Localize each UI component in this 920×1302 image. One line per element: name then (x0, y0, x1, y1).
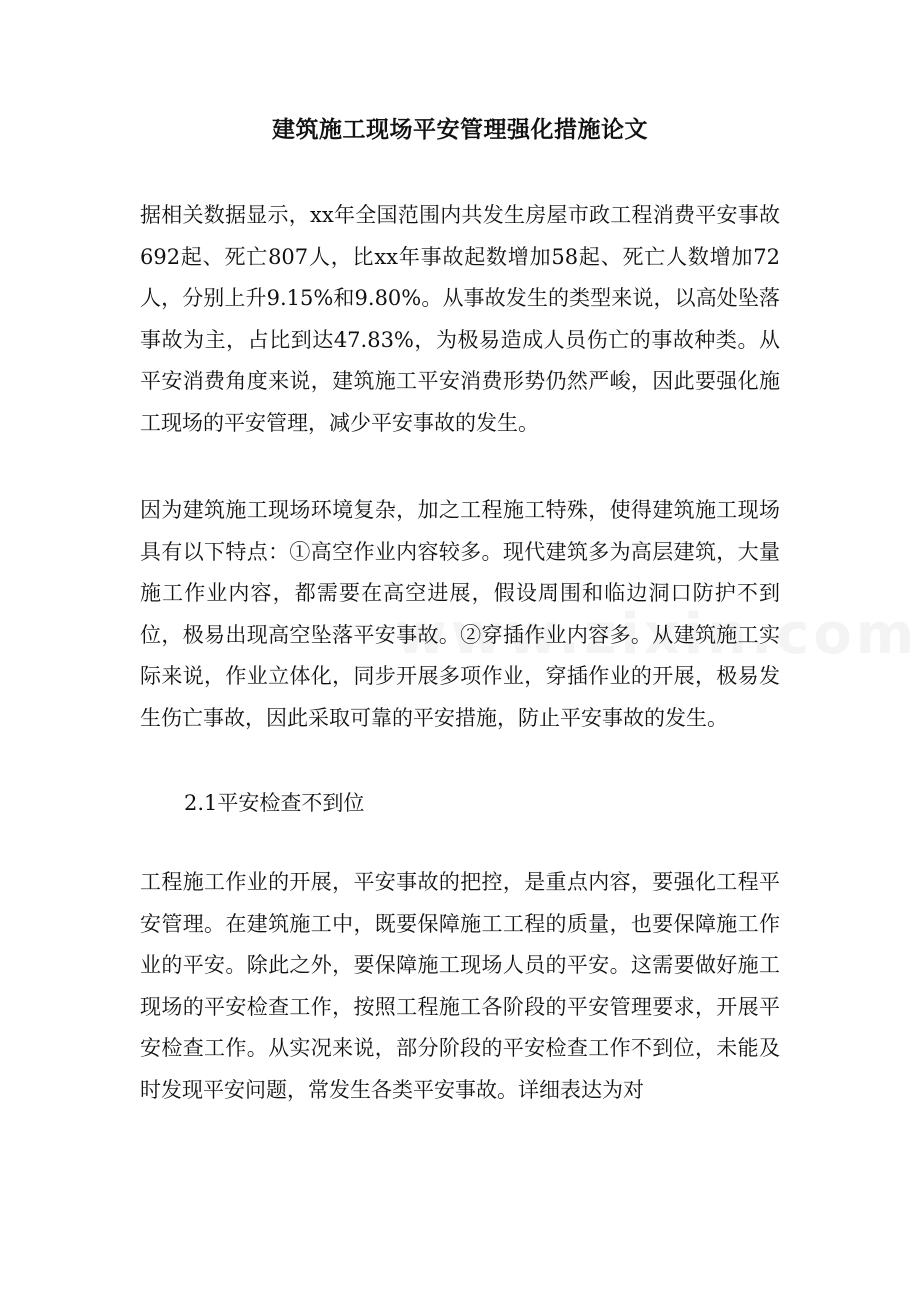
paragraph-safety-inspection: 工程施工作业的开展，平安事故的把控，是重点内容，要强化工程平安管理。在建筑施工中，既要保障施工工程的质量，也要保障施工作业的平安。除此之外，要保障施工现场人员的平安。这需要做好施工现场的平安检查工作，按照工程施工各阶段的平安管理要求，开展平安检查工作。从实况来说，部分阶段的平安检查工作不到位，未能及时发现平安问题，常发生各类平安事故。详细表达为对 (140, 870, 780, 1102)
paragraph-site-characteristics: 因为建筑施工现场环境复杂，加之工程施工特殊，使得建筑施工现场具有以下特点：①高空作业内容较多。现代建筑多为高层建筑，大量施工作业内容，都需要在高空进展，假设周围和临边洞口防护不到位，极易出现高空坠落平安事故。②穿插作业内容多。从建筑施工实际来说，作业立体化，同步开展多项作业，穿插作业的开展，极易发生伤亡事故，因此采取可靠的平安措施，防止平安事故的发生。 (140, 498, 780, 730)
document-title: 建筑施工现场平安管理强化措施论文 (272, 116, 648, 143)
section-heading: 2.1平安检查不到位 (184, 791, 365, 815)
paragraph-accident-statistics: 据相关数据显示，xx年全国范围内共发生房屋市政工程消费平安事故692起、死亡807人，比xx年事故起数增加58起、死亡人数增加72人，分别上升9.15%和9.80%。从事故发生的类型来说，以高处坠落事故为主，占比到达47.83%，为极易造成人员伤亡的事故种类。从平安消费角度来说，建筑施工平安消费形势仍然严峻，因此要强化施工现场的平安管理，减少平安事故的发生。 (140, 203, 780, 435)
